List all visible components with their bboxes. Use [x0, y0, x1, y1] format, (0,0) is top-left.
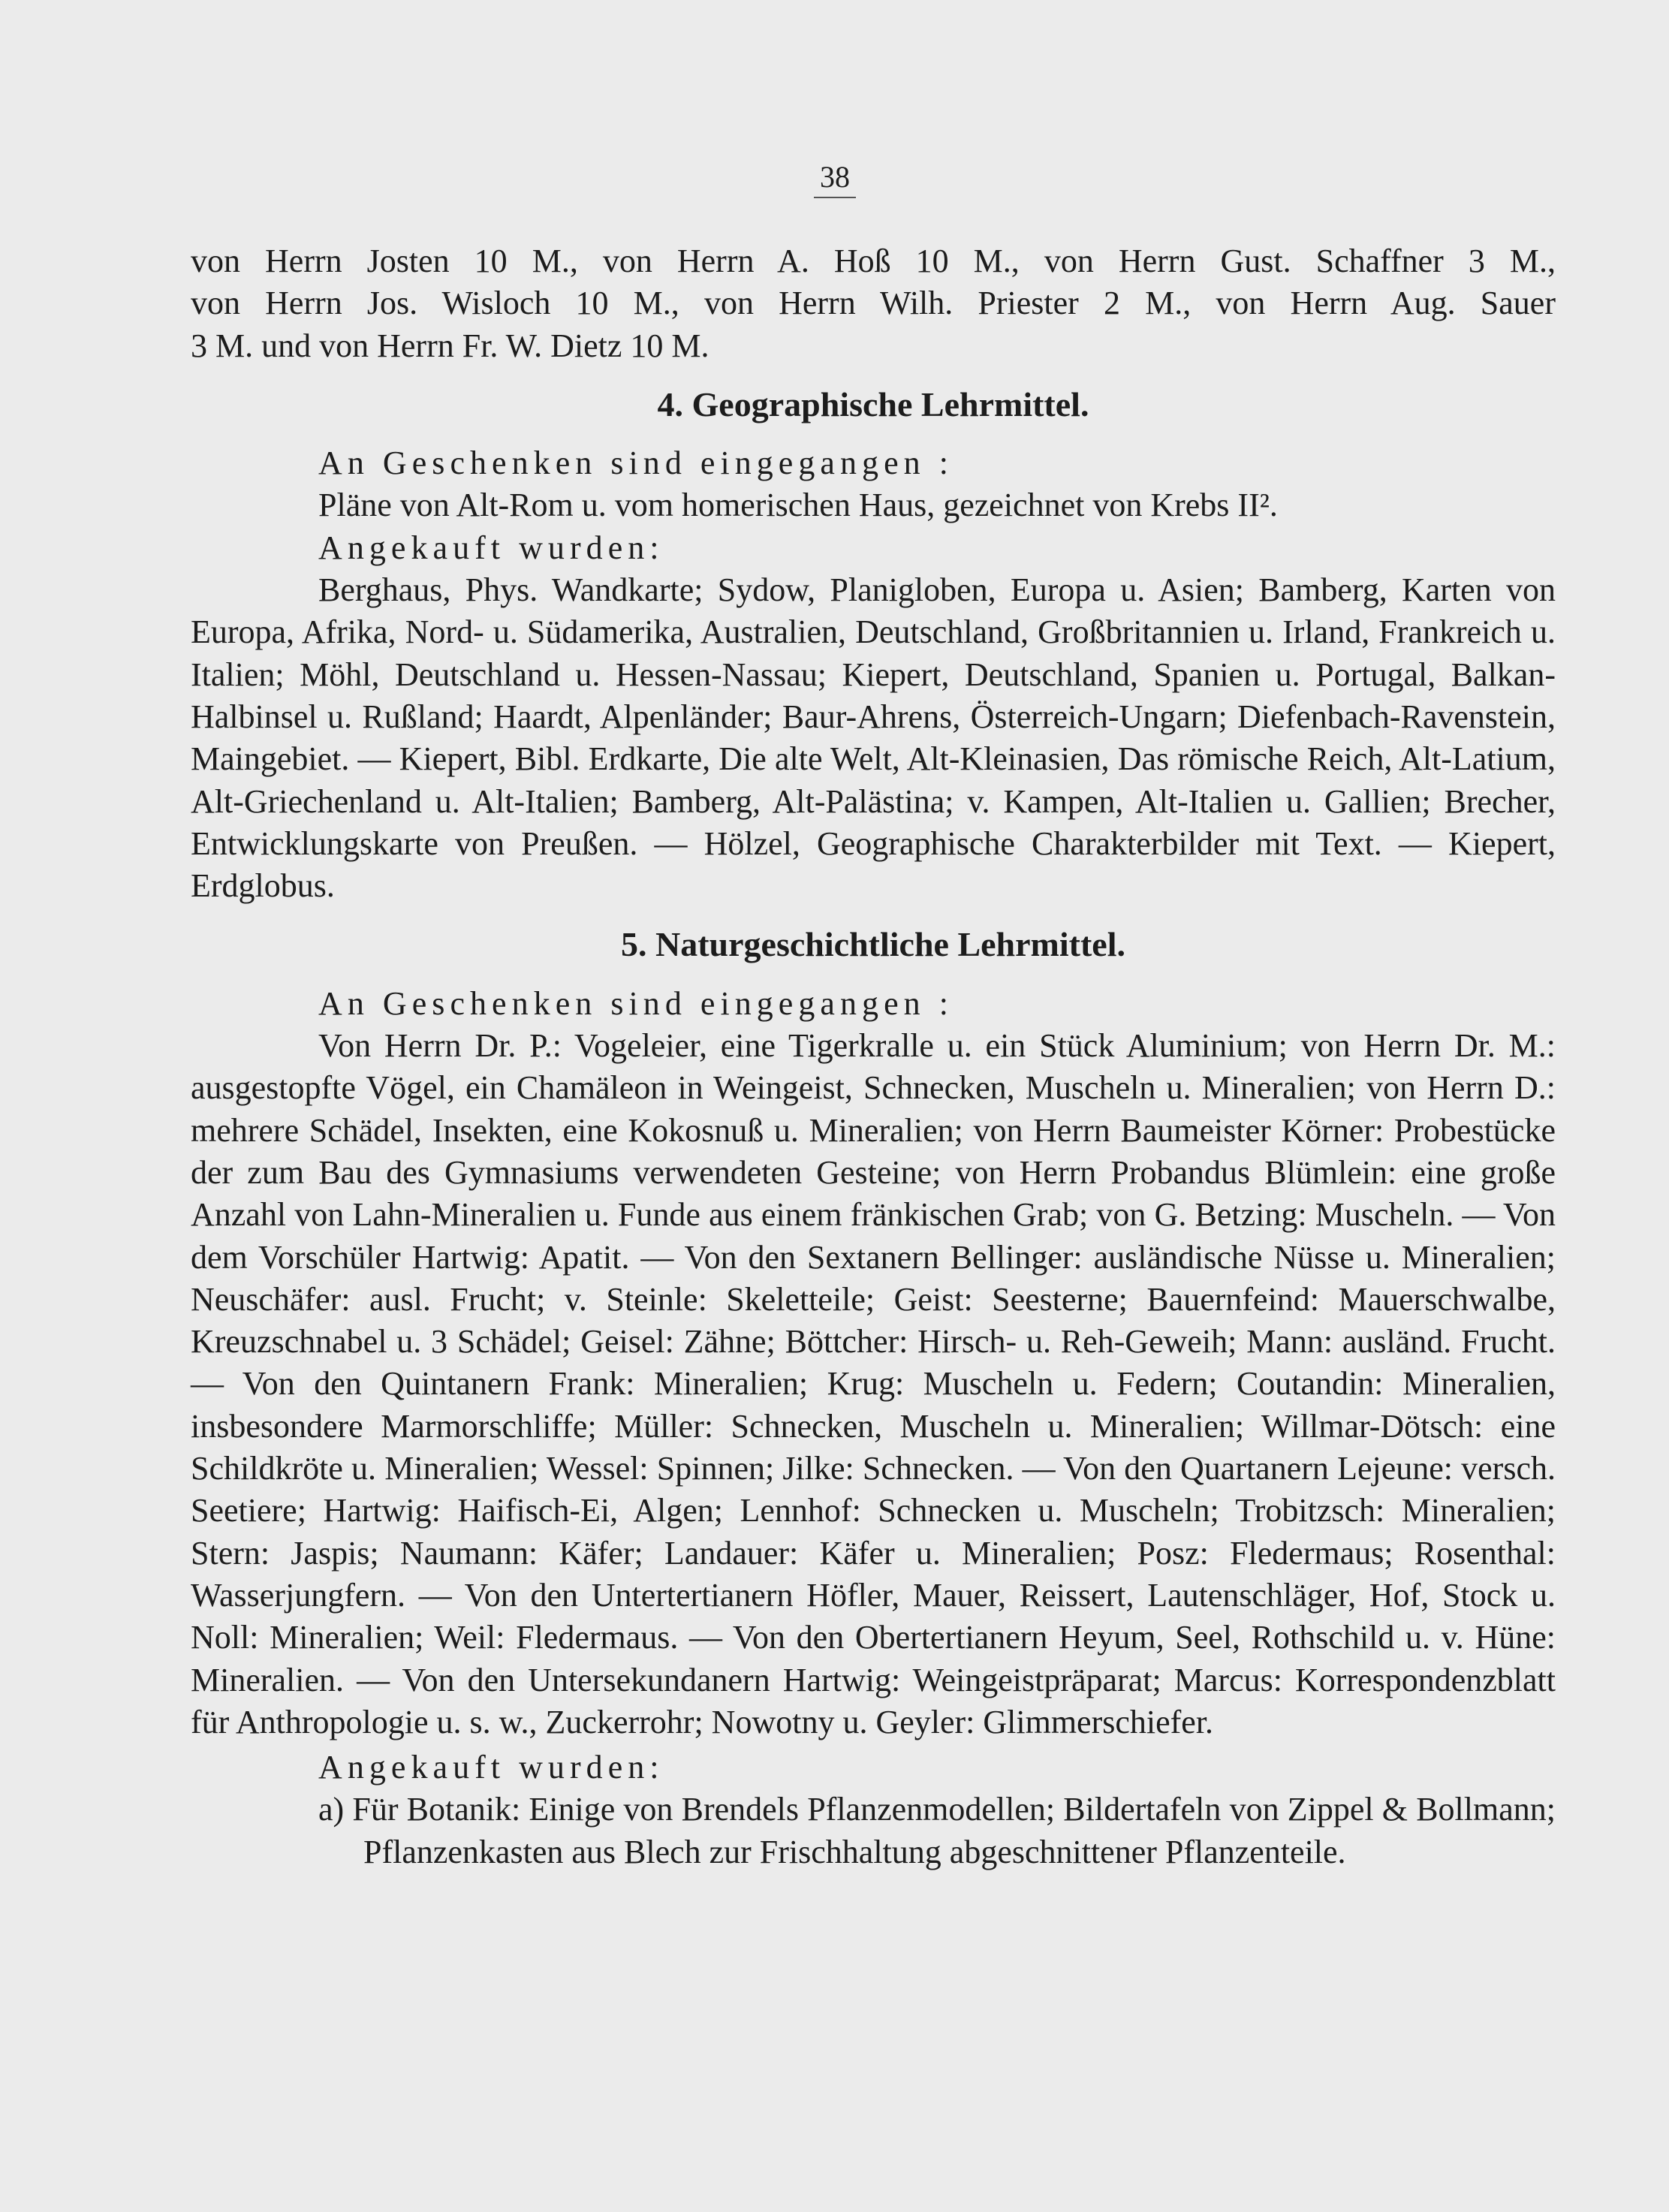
purchased-label: Angekauft wurden: — [318, 1749, 664, 1786]
gifts-text: Von Herrn Dr. P.: Vogeleier, eine Tigerkralle u. ein Stück Aluminium; von Herrn Dr. M.: ausgestopfte Vögel, ein Chamäleon in Weingeist, Schnecken, Muscheln u. Mineralien; von Herrn D.: mehrere Schädel, Insekten, eine Kokosnuß u. Mineralien; von Herrn Baumeister Körner: Probestücke der zum Bau des Gymnasiums verwendeten Gesteine; von Herrn Probandus Blümlein: eine große Anzahl von Lahn-Mineralien u. Funde aus einem fränkischen Grab; von G. Betzing: Muscheln. — Von dem Vorschüler Hartwig: Apatit. — Von den Sextanern Bellinger: ausländische Nüsse u. Mineralien; Neuschäfer: ausl. Frucht; v. Steinle: Skeletteile; Geist: Seesterne; Bauernfeind: Mauerschwalbe, Kreuzschnabel u. 3 Schädel; Geisel: Zähne; Böttcher: Hirsch- u. Reh-Geweih; Mann: ausländ. Frucht. — Von den Quintanern Frank: Mineralien; Krug: Muscheln u. Federn; Coutandin: Mineralien, insbesondere Marmorschliffe; Müller: Schnecken, Muscheln u. Mineralien; Willmar-Dötsch: eine Schildkröte u. Mineralien; Wessel: Spinnen; Jilke: Schnecken. — Von den Quartanern Lejeune: versch. Seetiere; Hartwig: Haifisch-Ei, Algen; Lennhof: Schnecken u. Muscheln; Trobitzsch: Mineralien; Stern: Jaspis; Naumann: Käfer; Landauer: Käfer u. Mineralien; Posz: Fledermaus; Rosenthal: Wasserjungfern. — Von den Untertertianern Höfler, Mauer, Reissert, Lautenschläger, Hof, Stock u. Noll: Mineralien; Weil: Fledermaus. — Von den Obertertianern Heyum, Seel, Rothschild u. v. Hüne: Mineralien. — Von den Untersekundanern Hartwig: Weingeistpräparat; Marcus: Korrespondenzblatt für Anthropologie u. s. w., Zuckerrohr; Nowotny u. Geyler: Glimmerschiefer. — [191, 1027, 1556, 1740]
gifts-label: An Geschenken sind eingegangen : — [318, 445, 953, 482]
donors-line: von Herrn Jos. Wisloch 10 M., von Herrn Wilh. Priester 2 M., von Herrn Aug. Sauer — [191, 285, 1556, 322]
purchased-item: a) Für Botanik: Einige von Brendels Pflanzenmodellen; Bildertafeln von Zippel & Bollmann; Pflanzenkasten aus Blech zur Frischhaltung abgeschnittener Pflanzenteile. — [318, 1791, 1556, 1870]
section-heading: 5. Naturgeschichtliche Lehrmittel. — [621, 925, 1125, 964]
donors-line: 3 M. und von Herrn Fr. W. Dietz 10 M. — [191, 327, 709, 364]
donors-line: von Herrn Josten 10 M., von Herrn A. Hoß 10 M., von Herrn Gust. Schaffner 3 M., — [191, 243, 1556, 279]
purchased-text: Berghaus, Phys. Wandkarte; Sydow, Planigloben, Europa u. Asien; Bamberg, Karten von Europa, Afrika, Nord- u. Südamerika, Australien, Deutschland, Großbritannien u. Irland, Frankreich u. Italien; Möhl, Deutschland u. Hessen-Nassau; Kiepert, Deutschland, Spanien u. Portugal, Balkan-Halbinsel u. Rußland; Haardt, Alpenländer; Baur-Ahrens, Österreich-Ungarn; Diefenbach-Ravenstein, Maingebiet. — Kiepert, Bibl. Erdkarte, Die alte Welt, Alt-Kleinasien, Das römische Reich, Alt-Latium, Alt-Griechenland u. Alt-Italien; Bamberg, Alt-Palästina; v. Kampen, Alt-Italien u. Gallien; Brecher, Entwicklungskarte von Preußen. — Hölzel, Geographische Charakterbilder mit Text. — Kiepert, Erdglobus. — [191, 571, 1556, 905]
gifts-text: Pläne von Alt-Rom u. vom homerischen Haus, gezeichnet von Krebs II². — [318, 487, 1278, 524]
page-content — [191, 240, 1556, 1873]
page-number: 38 — [814, 162, 856, 198]
section-heading: 4. Geographische Lehrmittel. — [657, 384, 1089, 423]
purchased-label: Angekauft wurden: — [318, 529, 664, 566]
donors-paragraph — [191, 240, 1556, 367]
gifts-label: An Geschenken sind eingegangen : — [318, 984, 953, 1022]
